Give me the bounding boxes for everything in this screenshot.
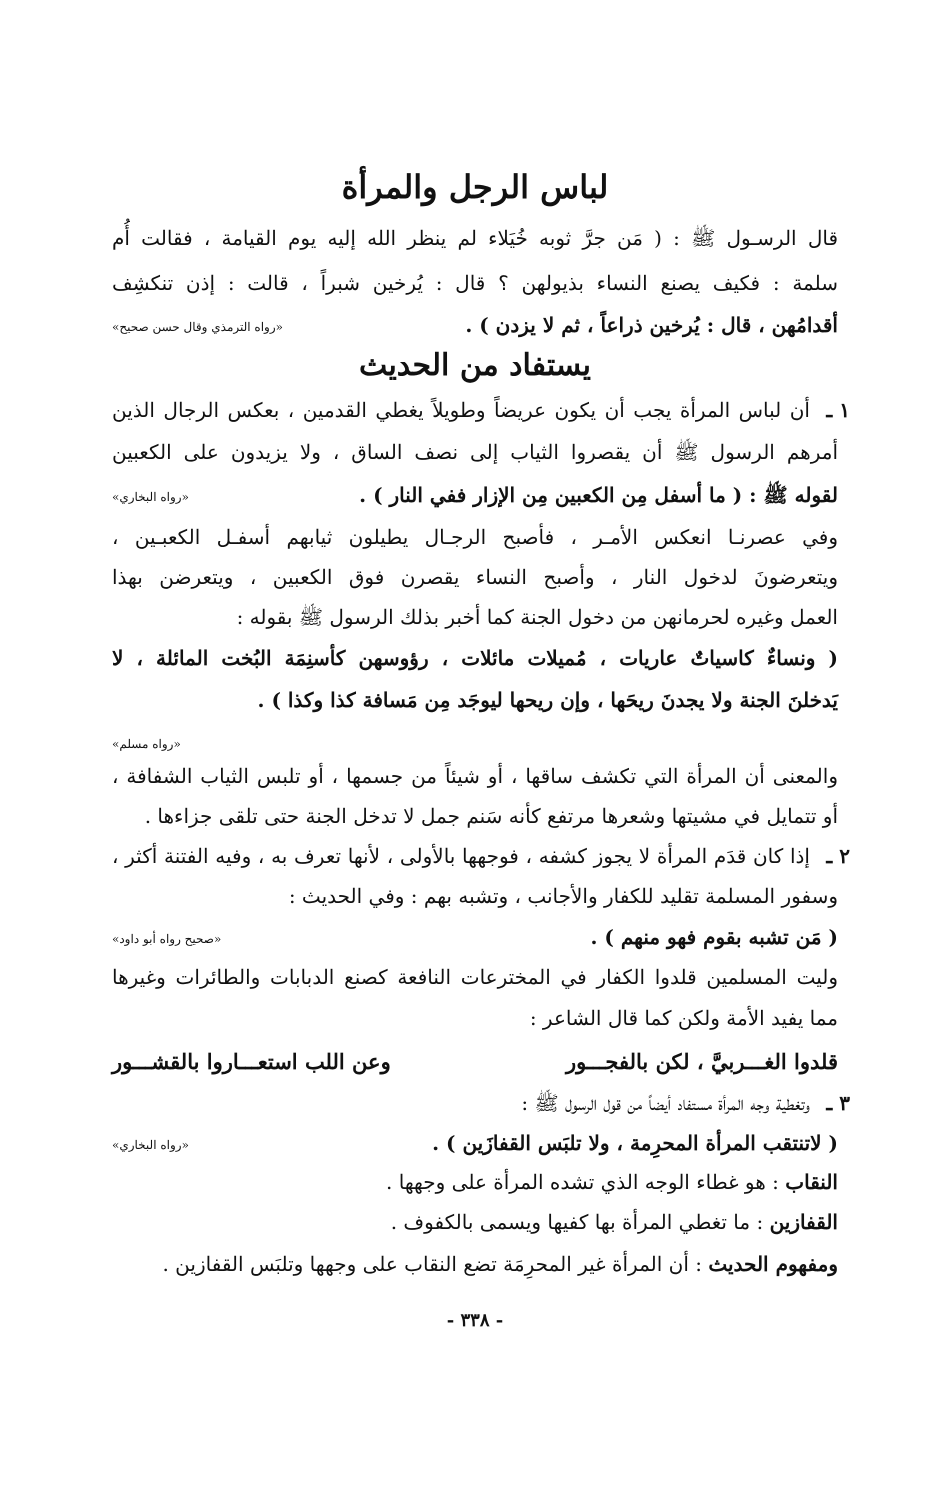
definition-meaning [112, 1254, 838, 1274]
definition-term: القفازين [769, 1210, 838, 1234]
poem-first-hemistich: قلدوا الغـــربيَّ ، لكن بالفجـــور [565, 1049, 838, 1074]
point-1-line-1: أن لباس المرأة يجب أن يكون عريضاً وطويلاً يغطي القدمين ، بعكس الرجال الذين [112, 398, 810, 422]
section-subtitle: يستفاد من الحديث [358, 348, 592, 383]
point-1-number: ١ ـ [826, 398, 850, 422]
definition-text: : هو غطاء الوجه الذي تشده المرأة على وجهها . [386, 1170, 779, 1194]
point-1-line-2: أمرهم الرسول ﷺ أن يقصروا الثياب إلى نصف الساق ، ولا يزيدون على الكعبين [112, 440, 838, 464]
definition-term: النقاب [785, 1170, 838, 1194]
point-2-line-1: إذا كان قدَم المرأة لا يجوز كشفه ، فوجهها بالأولى ، لأنها تعرف به ، وفيه الفتنة أكثر ، [112, 844, 810, 868]
point-1-line-3: لقوله ﷺ : ( ما أسفل مِن الكعبين مِن الإزار ففي النار ) . [359, 483, 838, 507]
definition-text: : أن المرأة غير المحرِمَة تضع النقاب على وجهها وتلبَس القفازين . [162, 1252, 702, 1276]
point-3-line-1: وتغطية وجه المرأة مستفاد أيضاً من قول الرسول ﷺ : [521, 1091, 810, 1115]
point-1-line-6: العمل وغيره لحرمانهن من دخول الجنة كما أخبر بذلك الرسول ﷺ بقوله : [236, 605, 838, 629]
poem-second-hemistich: وعن اللب استعـــاروا بالقشـــور [112, 1049, 391, 1074]
intro-line-3: أقدامُهن ، قال : يُرخين ذراعاً ، ثم لا يزدن ) . [465, 313, 838, 337]
point-2-line-4: وليت المسلمين قلدوا الكفار في المخترعات النافعة كصنع الدبابات والطائرات وغيرها [112, 965, 838, 989]
definition-gloves [112, 1212, 838, 1232]
intro-source: «رواه الترمذي وقال حسن صحيح» [112, 320, 283, 334]
point-2-source: «صحيح رواه أبو داود» [112, 932, 222, 946]
point-1-source-2: «رواه مسلم» [112, 737, 181, 751]
point-3-hadith: ( لاتنتقب المرأة المحرِمة ، ولا تلبَس القفازَين ) . [432, 1131, 838, 1155]
point-3-source: «رواه البخاري» [112, 1138, 189, 1152]
point-1-line-4: وفي عصرنـا انعكس الأمـر ، فأصبح الرجـال يطيلون ثيابهم أسفـل الكعبـين ، [112, 525, 838, 549]
page-number: - ٣٣٨ - [446, 1310, 504, 1331]
definition-niqab [112, 1172, 838, 1192]
definition-term: ومفهوم الحديث [708, 1252, 838, 1276]
point-1-hadith-line-1: ( ونساءٌ كاسياتٌ عاريات ، مُميلات مائلات ، رؤوسهن كأسنِمَة البُخت المائلة ، لا [112, 646, 838, 670]
point-1-line-9: والمعنى أن المرأة التي تكشف ساقها ، أو شيئاً من جسمها ، أو تلبس الثياب الشفافة ، [112, 764, 838, 788]
point-2-number: ٢ ـ [826, 844, 850, 868]
intro-line-1: قال الرسـول ﷺ : ( مَن جرَّ ثوبه خُيَلاء لم ينظر الله إليه يوم القيامة ، فقالت أُم [112, 226, 838, 250]
point-1-hadith-line-2: يَدخلنَ الجنة ولا يجدنَ ريحَها ، وإن ريحها ليوجَد مِن مَسافة كذا وكذا ) . [257, 688, 838, 712]
intro-line-2: سلمة : فكيف يصنع النساء بذيولهن ؟ قال : يُرخين شبراً ، قالت : إذن تنكشِف [112, 271, 838, 295]
point-1-line-5: ويتعرضونَ لدخول النار ، وأصبح النساء يقصرن فوق الكعبين ، ويتعرضن بهذا [112, 565, 838, 589]
point-3-number: ٣ ـ [826, 1091, 850, 1115]
point-2-hadith: ( مَن تشبه بقوم فهو منهم ) . [590, 925, 838, 949]
page-title: لباس الرجل والمرأة [341, 168, 609, 206]
point-2-line-2: وسفور المسلمة تقليد للكفار والأجانب ، وتشبه بهم : وفي الحديث : [288, 884, 838, 908]
definition-text: : ما تغطي المرأة بها كفيها ويسمى بالكفوف . [390, 1210, 764, 1234]
point-2-line-5: مما يفيد الأمة ولكن كما قال الشاعر : [529, 1006, 838, 1030]
point-1-source-1: «رواه البخاري» [112, 490, 189, 504]
point-1-line-10: أو تتمايل في مشيتها وشعرها مرتفع كأنه سَنم جمل لا تدخل الجنة حتى تلقى جزاءها . [144, 804, 838, 828]
